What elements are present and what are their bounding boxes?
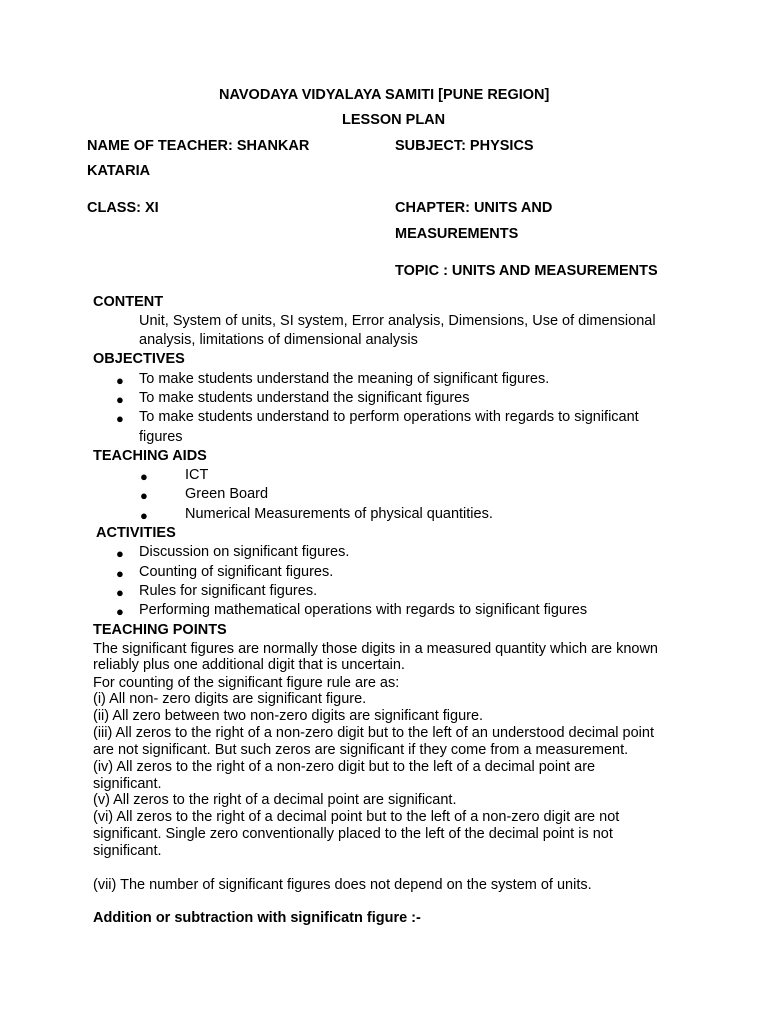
teacher-name-line2: KATARIA: [87, 163, 151, 179]
activity-item: Counting of significant figures.: [139, 564, 334, 580]
bullet-icon: ●: [116, 604, 124, 619]
teaching-point-line: (ii) All zero between two non-zero digits are significant figure.: [93, 708, 484, 724]
class: CLASS: XI: [87, 200, 159, 216]
activity-item: Discussion on significant figures.: [139, 544, 350, 560]
teaching-aid-item: Green Board: [185, 486, 269, 502]
objective-item: To make students understand the significant figures: [139, 390, 470, 406]
chapter-line2: MEASUREMENTS: [395, 226, 519, 242]
teaching-aid-item: ICT: [185, 467, 209, 483]
bullet-icon: ●: [116, 566, 124, 581]
bullet-icon: ●: [116, 392, 124, 407]
topic: TOPIC : UNITS AND MEASUREMENTS: [395, 263, 658, 279]
bullet-icon: ●: [140, 508, 148, 523]
bullet-icon: ●: [116, 373, 124, 388]
teaching-point-line: (i) All non- zero digits are significant figure.: [93, 691, 367, 707]
objective-item: To make students understand to perform operations with regards to significant: [139, 409, 639, 425]
subject: SUBJECT: PHYSICS: [395, 138, 534, 154]
chapter-line1: CHAPTER: UNITS AND: [395, 200, 553, 216]
teaching-aids-heading: TEACHING AIDS: [93, 448, 207, 464]
organization-title: NAVODAYA VIDYALAYA SAMITI [PUNE REGION]: [219, 87, 550, 103]
document-title: LESSON PLAN: [342, 112, 446, 128]
bullet-icon: ●: [140, 469, 148, 484]
content-text-line1: Unit, System of units, SI system, Error analysis, Dimensions, Use of dimensional: [139, 313, 656, 329]
objective-item-continued: figures: [139, 429, 183, 445]
content-heading: CONTENT: [93, 294, 164, 310]
teaching-point-line: The significant figures are normally those digits in a measured quantity which are known: [93, 641, 658, 657]
teaching-point-line: significant.: [93, 776, 162, 792]
teaching-point-line: reliably plus one additional digit that is uncertain.: [93, 657, 405, 673]
addition-subtraction-heading: Addition or subtraction with significatn figure :-: [93, 910, 421, 926]
teaching-point-line: (iii) All zeros to the right of a non-zero digit but to the left of an understood decimal point: [93, 725, 654, 741]
teaching-point-line: (vi) All zeros to the right of a decimal point but to the left of a non-zero digit are not: [93, 809, 620, 825]
bullet-icon: ●: [116, 585, 124, 600]
activities-heading: ACTIVITIES: [96, 525, 176, 541]
activity-item: Rules for significant figures.: [139, 583, 318, 599]
teaching-points-heading: TEACHING POINTS: [93, 622, 227, 638]
teaching-point-line: (v) All zeros to the right of a decimal point are significant.: [93, 792, 457, 808]
teaching-point-line: For counting of the significant figure rule are as:: [93, 675, 400, 691]
activity-item: Performing mathematical operations with regards to significant figures: [139, 602, 588, 618]
teaching-point-line: (iv) All zeros to the right of a non-zero digit but to the left of a decimal point are: [93, 759, 596, 775]
teacher-name-line1: NAME OF TEACHER: SHANKAR: [87, 138, 310, 154]
teaching-point-line: are not significant. But such zeros are significant if they come from a measurement.: [93, 742, 629, 758]
teaching-point-line: (vii) The number of significant figures does not depend on the system of units.: [93, 877, 592, 893]
objective-item: To make students understand the meaning of significant figures.: [139, 371, 550, 387]
teaching-aid-item: Numerical Measurements of physical quantities.: [185, 506, 493, 522]
bullet-icon: ●: [116, 411, 124, 426]
teaching-point-line: significant. Single zero conventionally placed to the left of the decimal point is not: [93, 826, 613, 842]
content-text-line2: analysis, limitations of dimensional analysis: [139, 332, 418, 348]
teaching-point-line: significant.: [93, 843, 162, 859]
bullet-icon: ●: [116, 546, 124, 561]
objectives-heading: OBJECTIVES: [93, 351, 185, 367]
bullet-icon: ●: [140, 488, 148, 503]
